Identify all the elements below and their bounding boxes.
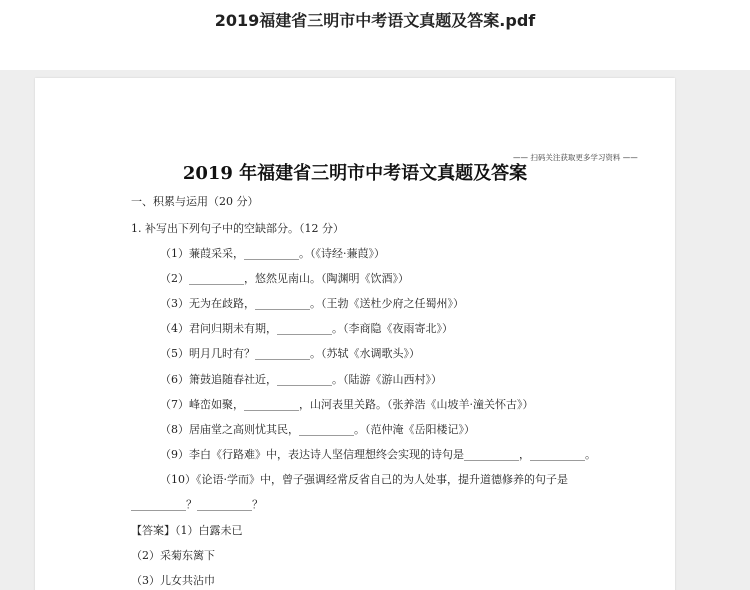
question-item: （10）《论语·学而》中，曾子强调经常反省自己的为人处事，提升道德修养的句子是: [160, 473, 568, 486]
file-title: 2019福建省三明市中考语文真题及答案.pdf: [214, 11, 536, 30]
question-item: （6）箫鼓追随春社近，__________。（陆游《游山西村》）: [160, 373, 442, 386]
document-title: 2019 年福建省三明市中考语文真题及答案: [182, 163, 528, 184]
question-item: （9）李白《行路难》中，表达诗人坚信理想终会实现的诗句是__________，__________。: [160, 448, 596, 461]
question-item: （8）居庙堂之高则忧其民，__________。（范仲淹《岳阳楼记》）: [160, 423, 475, 436]
section-heading: 一、积累与运用（20 分）: [131, 195, 259, 208]
question-item: （2）__________，悠然见南山。（陶渊明《饮酒》）: [160, 272, 409, 285]
question-heading: 1. 补写出下列句子中的空缺部分。（12 分）: [131, 222, 344, 235]
question-item-continuation: __________？__________？: [131, 498, 263, 511]
viewer-title-bar: [0, 0, 750, 70]
answer-line: （3）儿女共沾巾: [131, 574, 215, 587]
question-item: （5）明月几时有？__________。（苏轼《水调歌头》）: [160, 347, 420, 360]
answer-line: 【答案】（1）白露未已: [131, 524, 243, 537]
question-item: （1）蒹葭采采，__________。（《诗经·蒹葭》）: [160, 247, 385, 260]
question-item: （4）君问归期未有期，__________。（李商隐《夜雨寄北》）: [160, 322, 453, 335]
question-item: （3）无为在歧路，__________。（王勃《送杜少府之任蜀州》）: [160, 297, 464, 310]
watermark-text: —— 扫码关注获取更多学习资料 ——: [513, 153, 638, 162]
answer-line: （2）采菊东篱下: [131, 549, 215, 562]
question-item: （7）峰峦如聚，__________，山河表里关路。（张养浩《山坡羊·潼关怀古》）: [160, 398, 534, 411]
